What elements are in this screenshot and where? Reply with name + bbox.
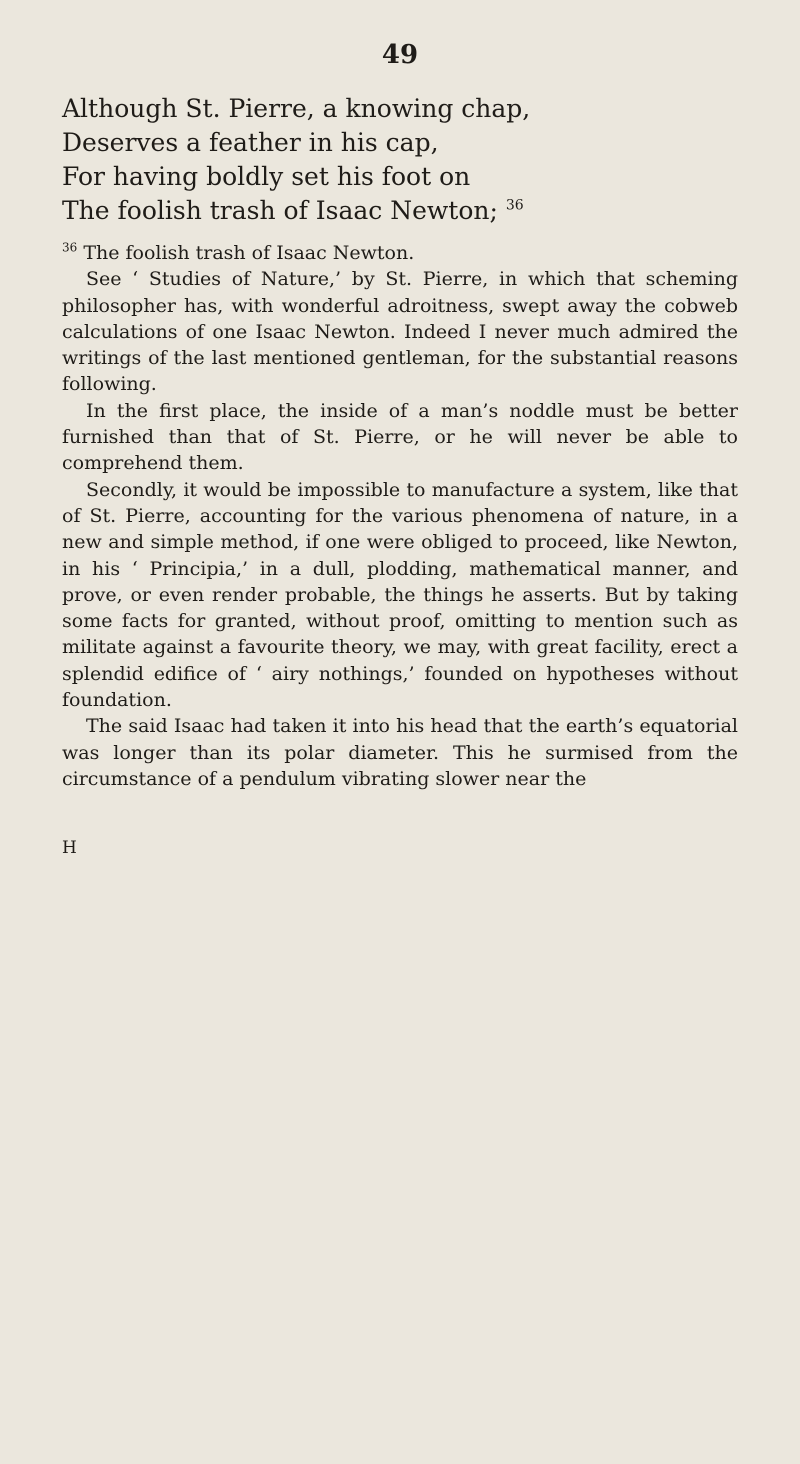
footnote-commentary <box>62 240 738 792</box>
note-heading-text: The foolish trash of Isaac Newton. <box>83 242 415 264</box>
page-number: 49 <box>381 40 419 70</box>
verse-stanza <box>62 92 742 228</box>
footnote-marker: 36 <box>505 197 524 214</box>
verse-line-4-text: The foolish trash of Isaac Newton; <box>62 196 498 225</box>
note-heading <box>62 240 738 266</box>
verse-line-3: For having boldly set his foot on <box>62 162 471 191</box>
verse-line-1: Although St. Pierre, a knowing chap, <box>62 94 531 123</box>
signature-mark: H <box>62 838 77 858</box>
verse-line-4 <box>62 194 742 228</box>
verse-line-2: Deserves a feather in his cap, <box>62 128 439 157</box>
paragraph-1: See ‘ Studies of Nature,’ by St. Pierre, in which that scheming philosopher has, with wonderful adroitness, swept away the cobweb calculations of one Isaac Newton. Indeed I never much admired the writings of the last mentioned gentleman, for the substantial reasons following. <box>62 268 738 396</box>
note-heading-ref: 36 <box>62 240 78 255</box>
paragraph-4: The said Isaac had taken it into his head that the earth’s equatorial was longer than its polar diameter. This he surmised from the circumstance of a pendulum vibrating slower near the <box>62 715 738 790</box>
paragraph-2: In the first place, the inside of a man’s noddle must be better furnished than that of St. Pierre, or he will never be able to comprehend them. <box>62 399 738 475</box>
paragraph-3: Secondly, it would be impossible to manufacture a system, like that of St. Pierre, accounting for the various phenomena of nature, in a new and simple method, if one were obliged to proceed, like Newton, in his ‘ Principia,’ in a dull, plodding, mathematical manner, and prove, or even render probable, the things he asserts. But by taking some facts for granted, without proof, omitting to mention such as militate against a favourite theory, we may, with great facility, erect a splendid edifice of ‘ airy nothings,’ founded on hypotheses without foundation. <box>62 478 738 712</box>
